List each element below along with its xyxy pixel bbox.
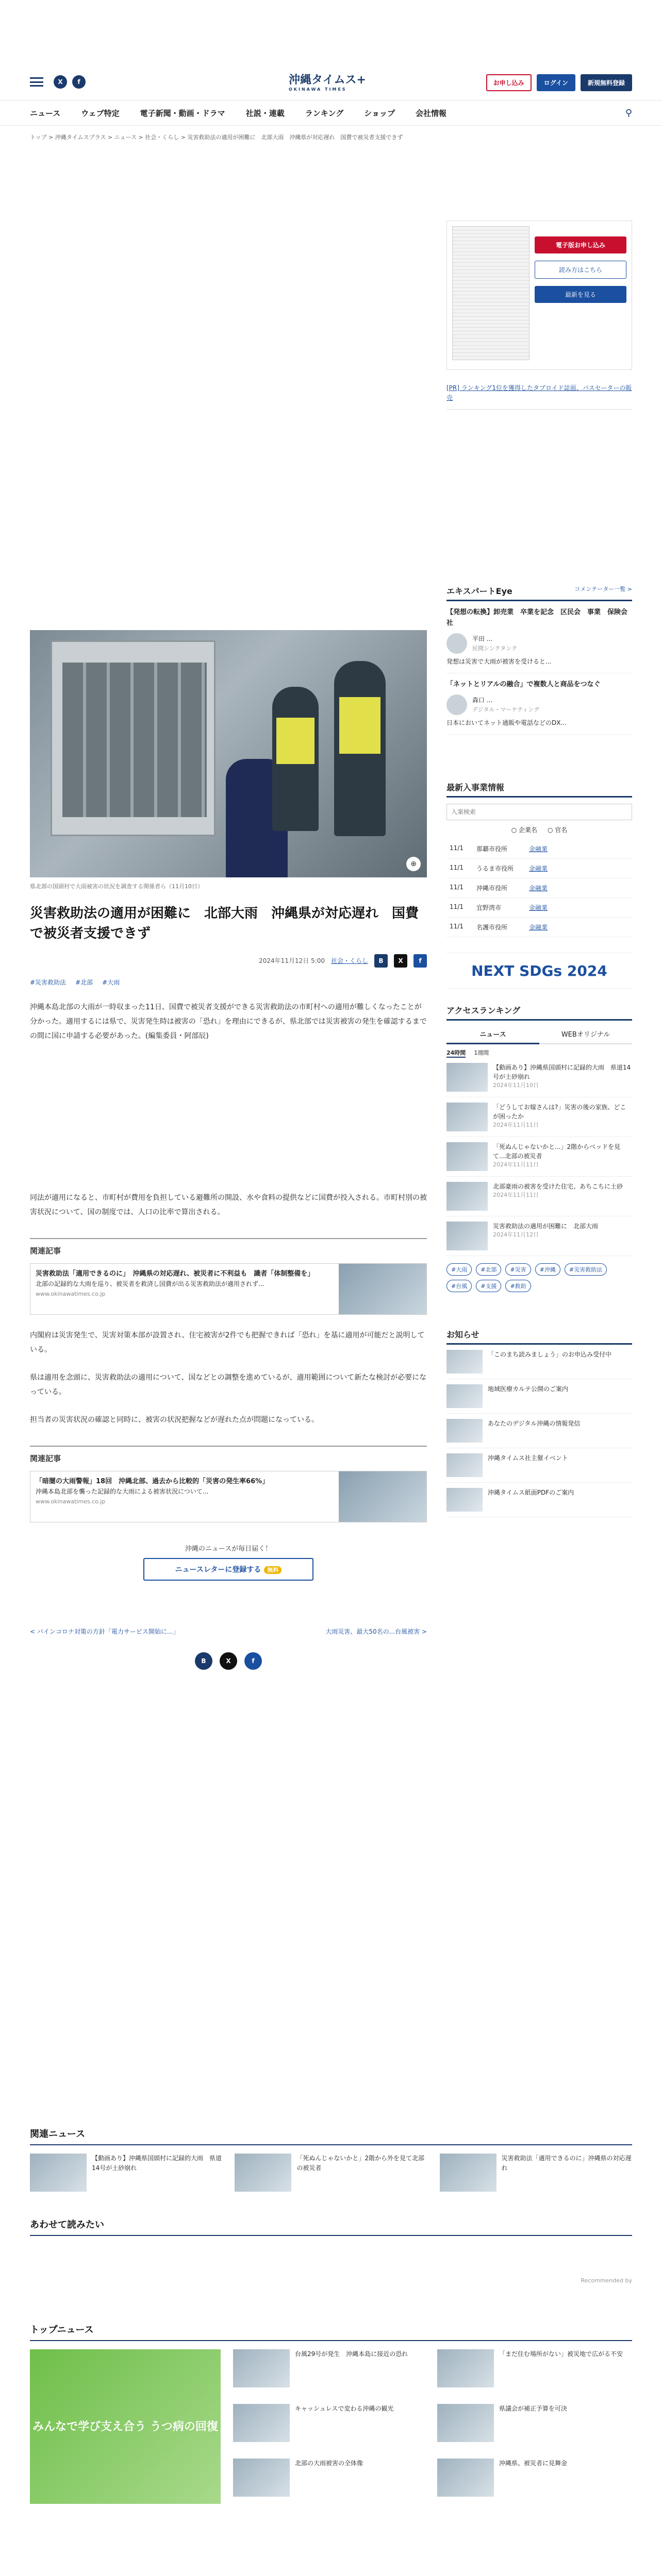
related-card-text [30, 1264, 339, 1314]
related-card[interactable] [30, 1471, 427, 1522]
related-card-body: 沖縄本島北部を襲った記録的な大雨による被害状況について... [36, 1488, 209, 1496]
ranking-period [446, 1048, 632, 1058]
news-thumb [30, 2154, 87, 2192]
notice-block [446, 1328, 632, 1517]
bid-name: 宜野湾市 [476, 904, 502, 912]
tag-chip[interactable]: #災害 [505, 1263, 531, 1276]
register-button[interactable]: 新規無料登録 [581, 74, 632, 91]
facebook-share-icon[interactable]: f [413, 954, 427, 968]
top-actions [486, 74, 632, 91]
news-item[interactable] [235, 2154, 427, 2192]
article-date: 2024年11月12日 5:00 [259, 957, 325, 964]
news-thumb [437, 2349, 494, 2387]
newsletter-question: 沖縄のニュースが毎日届く！ [185, 1545, 272, 1553]
related-card[interactable] [30, 1263, 427, 1315]
nav-item[interactable]: ランキング [305, 108, 344, 118]
notice-text: 「このまち読みましょう」のお申込み受付中 [488, 1351, 612, 1359]
bid-date: 11/1 [450, 903, 464, 911]
recommended-by: Recommended by [581, 2277, 632, 2284]
expert-author-name: 平田 ... [472, 635, 493, 642]
news-item-title: 「まだ住む場所がない」被災地で広がる不安 [499, 2350, 623, 2358]
related-card-text [30, 1471, 339, 1522]
avatar [446, 633, 467, 654]
related-card-source: www.okinawatimes.co.jp [36, 1291, 106, 1298]
facebook-share-icon[interactable]: f [244, 1652, 262, 1670]
tag-link[interactable]: #災害救助法 [30, 978, 67, 986]
tag-link[interactable]: #北部 [75, 978, 93, 986]
notice-item[interactable] [446, 1448, 632, 1483]
expert-author-role: デジタル・マーケティング [472, 706, 540, 713]
site-logo[interactable] [289, 71, 366, 92]
top-news-banner[interactable]: みんなで学び支え合う うつ病の回復 [30, 2349, 221, 2504]
notice-header [446, 1328, 632, 1345]
ranking-thumb [446, 1063, 488, 1092]
article-paragraph: 同法が適用になると、市町村が費用を負担している避難所の開設、水や食料の提供などに国費が投入される。市町村別の被害状況について、国の制度では、人口の比率で算出される。 [30, 1193, 427, 1216]
period-24h[interactable]: 24時間 [446, 1048, 466, 1058]
related-card-title: 災害救助法「適用できるのに」 沖縄県の対応遅れ、被災者に不利益も 識者「体制整備を」 [36, 1269, 315, 1278]
related-news-section [30, 2127, 632, 2284]
news-item[interactable] [440, 2154, 632, 2192]
article-column [30, 221, 427, 1670]
news-item-title: 台風29号が発生 沖縄本島に接近の恐れ [295, 2350, 408, 2358]
subscribe-button[interactable]: お申し込み [486, 74, 532, 91]
photo-person [334, 661, 386, 836]
nav-item[interactable]: ショップ [364, 108, 395, 118]
tag-link[interactable]: #大雨 [102, 978, 120, 986]
epaper-howto-button[interactable]: 読み方はこちら [535, 261, 626, 279]
tag-chips [446, 1263, 632, 1292]
notice-title: お知らせ [446, 1330, 479, 1340]
related-news-title: 関連ニュース [30, 2127, 632, 2145]
bids-header [446, 781, 632, 798]
bid-name: うるま市役所 [476, 865, 514, 873]
bid-name: 名護市役所 [476, 924, 508, 931]
commentator-list-link[interactable]: コメンテーター一覧 > [574, 586, 632, 593]
news-item[interactable] [233, 2459, 428, 2504]
ranking-item-time: 2024年11月10日 [493, 1082, 539, 1089]
article-paragraph: 県は適用を念頭に、災害救助法の適用について、国などとの調整を進めているが、適用範囲について新たな検討が必要になっている。 [30, 1373, 427, 1396]
newspaper-thumbnail[interactable] [452, 226, 529, 360]
notice-thumb [446, 1488, 483, 1512]
ranking-item-time: 2024年11月11日 [493, 1192, 539, 1199]
free-badge: 無料 [264, 1566, 282, 1574]
news-item[interactable] [437, 2459, 632, 2504]
expert-author-role: 民間シンクタンク [472, 645, 518, 652]
bid-row[interactable] [446, 878, 632, 898]
related-news-grid [30, 2154, 632, 2192]
menu-icon[interactable] [30, 77, 43, 87]
x-share-icon[interactable]: X [394, 954, 407, 968]
tag-chip[interactable]: #支援 [476, 1280, 501, 1292]
bid-link[interactable]: 金融業 [529, 885, 548, 892]
sdgs-banner[interactable]: NEXT SDGs 2024 [446, 953, 632, 989]
tag-chip[interactable]: #北部 [476, 1263, 501, 1276]
bids-list [446, 839, 632, 937]
bookmark-icon[interactable]: B [374, 954, 388, 968]
expert-eye [446, 585, 632, 735]
news-item[interactable] [233, 2349, 428, 2395]
related-card-image [339, 1264, 426, 1314]
top-news-body [30, 2349, 632, 2504]
bid-date: 11/1 [450, 844, 464, 852]
ranking-item-time: 2024年11月12日 [493, 1231, 539, 1239]
ranking-thumb [446, 1182, 488, 1211]
bids-radio-group [446, 825, 632, 834]
tag-chip[interactable]: #災害救助法 [565, 1263, 607, 1276]
news-thumb [437, 2459, 494, 2497]
photo-person [272, 687, 319, 831]
ranking-item-title: 「どうしてお嫁さんは?」災害の後の家族、どこが困ったか [493, 1104, 626, 1121]
expert-comment: 発想は災害で大雨が被害を受けると... [446, 657, 552, 665]
social-links [54, 75, 86, 89]
ad-space [30, 1043, 427, 1177]
ranking-item[interactable] [446, 1097, 632, 1137]
ranking-item[interactable] [446, 1058, 632, 1097]
expert-eye-item-title: 「ネットとリアルの融合」で複数人と商品をつなぐ [446, 681, 601, 689]
article-photo[interactable] [30, 630, 427, 877]
notice-thumb [446, 1453, 483, 1477]
article-meta [30, 954, 427, 968]
notice-thumb [446, 1384, 483, 1408]
expert-eye-item-title: 【発想の転換】卸売業 卒業を記念 区民会 事業 保険会社 [446, 608, 628, 628]
related-box [30, 1446, 427, 1522]
related-box [30, 1238, 427, 1315]
photo-caption: 県北部の国頭村で大雨被害の状況を調査する関係者ら（11月10日） [30, 883, 203, 890]
newsletter-button[interactable] [143, 1558, 314, 1581]
recommend-title: あわせて読みたい [30, 2217, 632, 2236]
ranking-item-title: 災害救助法の適用が困難に 北部大雨 [493, 1223, 599, 1230]
ranking-item-title: 【動画あり】沖縄県国頭村に記録的大雨 県道14号が土砂崩れ [493, 1064, 631, 1081]
bid-date: 11/1 [450, 923, 464, 930]
nav-item[interactable]: ニュース [30, 108, 61, 118]
news-thumb [235, 2154, 291, 2192]
notice-item[interactable] [446, 1345, 632, 1379]
notice-text: あなたのデジタル沖縄の情報発信 [488, 1420, 581, 1428]
tab-web-original[interactable]: WEBオリジナル [539, 1025, 632, 1044]
news-item-title: 県議会が補正予算を可決 [499, 2405, 568, 2412]
related-card-source: www.okinawatimes.co.jp [36, 1498, 106, 1505]
nav-item[interactable]: 電子新聞・動画・ドラマ [140, 108, 225, 118]
zoom-icon[interactable]: ⊕ [406, 857, 421, 871]
share-row [30, 1652, 427, 1670]
main-nav [0, 100, 662, 126]
notice-item[interactable] [446, 1379, 632, 1414]
bid-row[interactable] [446, 839, 632, 859]
epaper-ad [446, 221, 632, 370]
ranking-tabs [446, 1025, 632, 1044]
article-paragraph: 内閣府は災害発生で、災害対策本部が設置され、住宅被害が2件でも把握できれば「恐れ」を基に適用が可能だと説明している。 [30, 1331, 425, 1354]
bid-date: 11/1 [450, 864, 464, 872]
next-article-link[interactable]: 大雨災害、最大50名の...台風被害 > [325, 1628, 427, 1635]
related-card-body: 北部の記録的な大雨を巡り、被災者を救済し国費が出る災害救助法が適用されず... [36, 1280, 264, 1288]
page [0, 66, 662, 2467]
ranking-header [446, 1004, 632, 1021]
ranking-item-time: 2024年11月11日 [493, 1161, 539, 1168]
news-item[interactable] [30, 2154, 222, 2192]
radio-label: 官名 [555, 826, 568, 834]
notice-thumb [446, 1350, 483, 1374]
bid-link[interactable]: 金融業 [529, 904, 548, 912]
login-button[interactable]: ログイン [537, 74, 575, 91]
expert-author-name: 森口 ... [472, 696, 493, 704]
logo-text: 沖縄タイムス+ [289, 73, 366, 87]
news-item[interactable] [437, 2349, 632, 2395]
bid-link[interactable]: 金融業 [529, 924, 548, 931]
period-week[interactable]: 1週間 [474, 1049, 489, 1057]
notice-text: 沖縄タイムス紙面PDFのご案内 [488, 1489, 574, 1497]
article-headline: 災害救助法の適用が困難に 北部大雨 沖縄県が対応遅れ 国費で被災者支援できず [30, 905, 419, 941]
tag-chip[interactable]: #大雨 [446, 1263, 472, 1276]
expert-eye-item[interactable] [446, 673, 632, 735]
tag-chip[interactable]: #台風 [446, 1280, 472, 1292]
x-share-icon[interactable]: X [220, 1652, 237, 1670]
news-item-title: キャッシュレスで変わる沖縄の観光 [295, 2405, 394, 2412]
tag-chip[interactable]: #沖縄 [535, 1263, 560, 1276]
breadcrumb: トップ > 沖縄タイムスプラス > ニュース > 社会・くらし > 災害救助法の適用が困難に 北部大雨 沖縄県が対応遅れ 国費で被災者支援できず [30, 134, 403, 141]
nav-item[interactable]: 社説・連載 [245, 108, 285, 118]
epaper-subscribe-button[interactable]: 電子版お申し込み [535, 236, 626, 253]
tab-news[interactable]: ニュース [446, 1025, 539, 1044]
logo-sub: OKINAWA TIMES [289, 87, 347, 92]
news-item-title: 災害救助法「適用できるのに」沖縄県の対応遅れ [501, 2155, 632, 2172]
nav-item[interactable]: 会社情報 [415, 108, 446, 118]
notice-text: 沖縄タイムス社主催イベント [488, 1454, 568, 1462]
prev-next-nav [30, 1627, 427, 1637]
related-card-image [339, 1471, 426, 1522]
ranking-thumb [446, 1103, 488, 1131]
news-item-title: 北部の大雨被害の全体像 [295, 2460, 363, 2467]
epaper-latest-button[interactable]: 最新を見る [535, 286, 626, 303]
top-news-title: トップニュース [30, 2323, 632, 2341]
ranking-thumb [446, 1142, 488, 1171]
news-thumb [437, 2404, 494, 2442]
newsletter-promo [30, 1543, 427, 1581]
bid-link[interactable]: 金融業 [529, 865, 548, 873]
article-paragraph: 担当者の災害状況の確認と同時に、被害の状況把握などが遅れた点が問題になっている。 [30, 1415, 319, 1424]
bids-title: 最新入事業情報 [446, 783, 505, 793]
notice-thumb [446, 1419, 483, 1443]
expert-eye-header [446, 585, 632, 601]
news-item-title: 【動画あり】沖縄県国頭村に記録的大雨 県道14号が土砂崩れ [92, 2155, 222, 2172]
search-icon[interactable]: ⚲ [625, 107, 632, 118]
pr-link[interactable]: [PR] ランキング1位を獲得したタブロイド誌面、パスセーターの販売 [446, 383, 632, 410]
top-news-section [30, 2323, 632, 2504]
expert-author [446, 633, 632, 654]
article-tags [30, 978, 427, 987]
ranking-thumb [446, 1222, 488, 1250]
news-item-title: 沖縄県、被災者に見舞金 [499, 2460, 568, 2467]
ranking-item-title: 北部豪雨の被害を受けた住宅、あちこちに土砂 [493, 1183, 623, 1191]
news-item[interactable] [233, 2404, 428, 2449]
expert-comment: 日本においてネット通販や電話などのDX... [446, 719, 567, 726]
top-news-grid [233, 2349, 632, 2504]
newsletter-button-label: ニュースレターに登録する [175, 1565, 261, 1574]
ranking-item[interactable] [446, 1137, 632, 1177]
x-icon[interactable]: X [54, 75, 67, 89]
news-thumb [233, 2459, 290, 2497]
news-thumb [440, 2154, 496, 2192]
news-thumb [233, 2349, 290, 2387]
ranking-item-title: 「死ぬんじゃないかと...」2階からベッドを見て...北部の被災者 [493, 1143, 621, 1160]
topbar [0, 66, 662, 98]
related-card-title: 「暗闇の大雨警報」18回 沖縄北部、過去から比較的「災害の発生率66%」 [36, 1477, 269, 1485]
photo-building [51, 640, 216, 836]
ranking-item[interactable] [446, 1177, 632, 1216]
radio-office[interactable]: ○ 官名 [548, 826, 568, 834]
news-item-title: 「死ぬんじゃないかと」2階から外を見て北部の被災者 [296, 2155, 424, 2172]
expert-author [446, 694, 632, 715]
bid-name: 那覇市役所 [476, 845, 508, 853]
facebook-icon[interactable]: f [72, 75, 86, 89]
bids-block [446, 781, 632, 937]
notice-item[interactable] [446, 1483, 632, 1517]
ranking-block [446, 1004, 632, 1292]
bid-row[interactable] [446, 918, 632, 937]
epaper-buttons [535, 236, 626, 364]
ranking-item[interactable] [446, 1216, 632, 1256]
bid-link[interactable]: 金融業 [529, 845, 548, 853]
radio-label: 企業名 [518, 826, 537, 834]
expert-eye-item[interactable] [446, 601, 632, 673]
notice-text: 地域医療カルテ公開のご案内 [488, 1385, 569, 1393]
bid-date: 11/1 [450, 884, 464, 891]
article-paragraph: 沖縄本島北部の大雨が一時収まった11日、国費で被災者支援ができる災害救助法の市町村への適用が難しくなったことが分かった。適用するには県で、災害発生時は被害の「恐れ」を理由にできるが、県北部では災害被害の発生を確認するまでの間に国に申請する必要があった。(編集委員・阿部辰) [30, 1003, 427, 1040]
expert-eye-title: エキスパートEye [446, 586, 512, 597]
bookmark-icon[interactable]: B [195, 1652, 212, 1670]
avatar [446, 694, 467, 715]
radio-company[interactable]: ○ 企業名 [511, 826, 537, 834]
article-category[interactable]: 社会・くらし [330, 957, 368, 964]
nav-item[interactable]: ウェブ特定 [81, 108, 120, 118]
bid-row[interactable] [446, 859, 632, 878]
news-item[interactable] [437, 2404, 632, 2449]
ranking-title: アクセスランキング [446, 1006, 521, 1016]
bid-row[interactable] [446, 898, 632, 918]
related-title: 関連記事 [30, 1246, 61, 1256]
sidebar [446, 221, 632, 1517]
related-title: 関連記事 [30, 1453, 61, 1463]
bids-search-input[interactable] [446, 804, 632, 820]
tag-chip[interactable]: #救助 [505, 1280, 531, 1292]
notice-item[interactable] [446, 1414, 632, 1448]
prev-article-link[interactable]: < バインコロナ対策の方針「電力サービス開始に...」 [30, 1628, 179, 1635]
bid-name: 沖縄市役所 [476, 885, 508, 892]
ranking-item-time: 2024年11月11日 [493, 1122, 539, 1129]
news-thumb [233, 2404, 290, 2442]
